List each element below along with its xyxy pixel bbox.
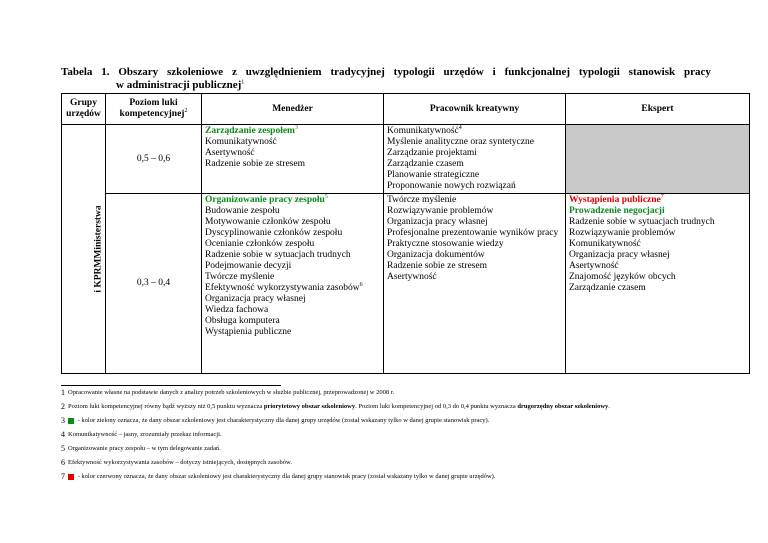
table-row <box>62 125 750 194</box>
header-grupy: Grupy urzędów <box>62 94 106 125</box>
header-menedzer: Menedżer <box>202 94 384 125</box>
title-line-1: Tabela 1. Obszary szkoleniowe z uwzględnieniem tradycyjnej typologii urzędów i funkcjonalnej typologii stanowisk pracy <box>61 66 711 78</box>
footnote-7: 7 - kolor czerwony oznacza, że dany obszar szkoleniowy jest charakterystyczny dla danej grupy stanowisk pracy (został wskazany tylko w danej grupie urzędów). <box>61 472 496 481</box>
group-cell <box>62 125 106 374</box>
menedzer-cell: Zarządzanie zespołem$^3$ Komunikatywność Asertywność Radzenie sobie ze stresem <box>202 125 384 194</box>
menedzer-cell: Organizowanie pracy zespołu$^5$ Budowanie zespołu Motywowanie członków zespołu Dyscyplinowanie członków zespołu Ocenianie członków zespołu Radzenie sobie w sytuacjach trudnych Podejmowanie decyzji Twórcze myślenie Efektywność wykorzystywania zasobów$^6$ Organizacja pracy własnej Wiedza fachowa Obsługa komputera Wystąpienia publiczne <box>202 194 384 374</box>
level-cell: 0,5 – 0,6 <box>106 125 202 194</box>
table-title <box>61 66 711 92</box>
ekspert-cell-empty <box>566 125 750 194</box>
green-square-icon <box>68 418 74 424</box>
kreatywny-cell: Twórcze myślenie Rozwiązywanie problemów Organizacja pracy własnej Profesjonalne prezentowanie wyników pracy Praktyczne stosowanie wiedzy Organizacja dokumentów Radzenie sobie ze stresem Asertywność <box>384 194 566 374</box>
level-cell: 0,3 – 0,4 <box>106 194 202 374</box>
header-ekspert: Ekspert <box>566 94 750 125</box>
footnote-6: 6 Efektywność wykorzystywania zasobów – dotyczy istniejących, dostępnych zasobów. <box>61 458 292 467</box>
footnote-3: 3 - kolor zielony oznacza, że dany obszar szkoleniowy jest charakterystyczny dla danej grupy urzędów (został wskazany tylko w danej grupie stanowisk pracy). <box>61 416 490 425</box>
title-line-2: w administracji publicznej$^1$ <box>116 79 245 91</box>
ekspert-cell: Wystąpienia publiczne$^7$ Prowadzenie negocjacji Radzenie sobie w sytuacjach trudnych Rozwiązywanie problemów Komunikatywność Organizacja pracy własnej Asertywność Znajomość języków obcych Zarządzanie czasem <box>566 194 750 374</box>
header-poziom: Poziom luki kompetencyjnej$^2$ <box>106 94 202 125</box>
group-label: i KPRMMinisterstwa <box>93 205 104 293</box>
footnote-2: 2 Poziom luki kompetencyjnej równy bądź wyższy niż 0,5 punktu wyznacza priorytetowy obszar szkoleniowy. Poziom luki kompetencyjnej od 0,3 do 0,4 punktu wyznacza drugorzędny obszar szkoleniowy. <box>61 402 610 411</box>
footnotes <box>61 389 761 487</box>
training-areas-table <box>61 93 750 374</box>
footnote-divider <box>61 385 281 386</box>
header-row <box>62 94 750 125</box>
footnote-4: 4 Komunikatywność – jasny, zrozumiały przekaz informacji. <box>61 430 222 439</box>
kreatywny-cell: Komunikatywność$^4$ Myślenie analityczne oraz syntetyczne Zarządzanie projektami Zarządzanie czasem Planowanie strategiczne Proponowanie nowych rozwiązań <box>384 125 566 194</box>
red-square-icon <box>68 474 74 480</box>
footnote-ref: 1 <box>241 79 245 86</box>
footnote-5: 5 Organizowanie pracy zespołu – w tym delegowanie zadań. <box>61 444 221 453</box>
footnote-1: 1 Opracowanie własne na podstawie danych z analizy potrzeb szkoleniowych w służbie publicznej, przeprowadzonej w 2008 r. <box>61 388 395 397</box>
header-kreatywny: Pracownik kreatywny <box>384 94 566 125</box>
table-row <box>62 194 750 374</box>
